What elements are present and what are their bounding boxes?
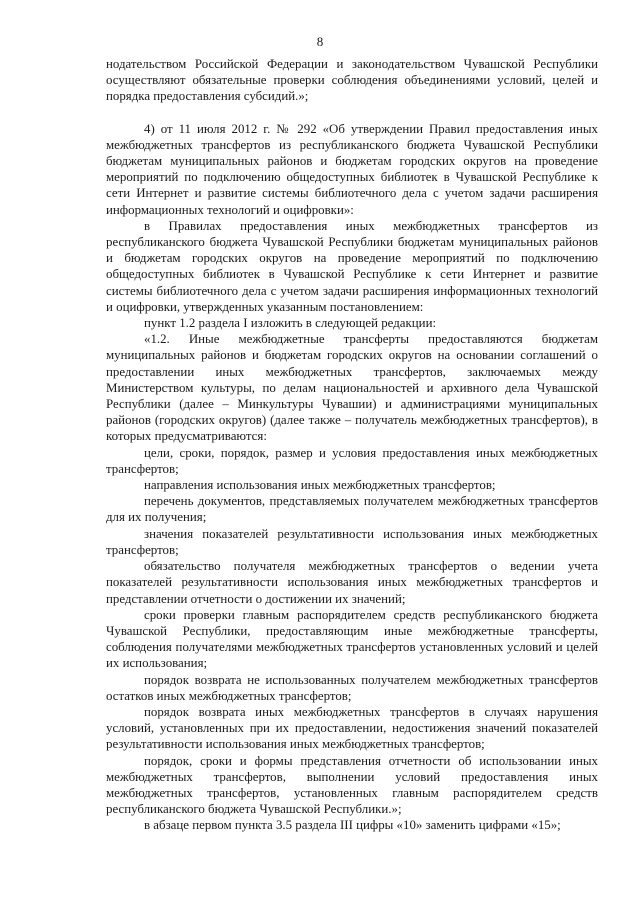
paragraph: порядок возврата иных межбюджетных трансфертов в случаях нарушения условий, установленных при их предоставлении, недостижения значений показателей результативности использования иных межбюджетных трансфертов; — [106, 704, 598, 752]
paragraph: направления использования иных межбюджетных трансфертов; — [144, 478, 496, 493]
paragraph: пункт 1.2 раздела I изложить в следующей редакции: — [144, 316, 437, 331]
paragraph: порядок, сроки и формы представления отчетности об использовании иных межбюджетных трансфертов, выполнении условий предоставления иных межбюджетных трансфертов, установленных главным распорядителем средств республиканского бюджета Чувашской Республики.»; — [106, 753, 598, 817]
paragraph: обязательство получателя межбюджетных трансфертов о ведении учета показателей результативности использования иных межбюджетных трансфертов и представлении отчетности о достижении их значений; — [106, 559, 598, 606]
paragraph: «1.2. Иные межбюджетные трансферты предоставляются бюджетам муниципальных районов и бюджетам городских округов на основании соглашений о предоставлении иных межбюджетных трансфертов, заключаемых между Министерством культуры, по делам национальностей и архивного дела Чувашской Республики (далее – Минкультуры Чувашии) и администрациями муниципальных районов (городских округов) (далее также – получатель межбюджетных трансфертов), в которых предусматриваются: — [106, 332, 598, 444]
document-body — [106, 56, 598, 834]
page-number: 8 — [316, 34, 324, 49]
paragraph: 4) от 11 июля 2012 г. № 292 «Об утверждении Правил предоставления иных межбюджетных трансфертов из республиканского бюджета Чувашской Республики бюджетам муниципальных районов и бюджетам городских округов на проведение мероприятий по подключению общедоступных библиотек в Чувашской Республике к сети Интернет и развитие системы библиотечного дела с учетом задачи расширения информационных технологий и оцифровки»: — [106, 121, 598, 217]
paragraph: цели, сроки, порядок, размер и условия предоставления иных межбюджетных трансфертов; — [106, 445, 598, 476]
paragraph: порядок возврата не использованных получателем межбюджетных трансфертов остатков иных межбюджетных трансфертов; — [106, 672, 598, 703]
paragraph: в Правилах предоставления иных межбюджетных трансфертов из республиканского бюджета Чувашской Республики бюджетам муниципальных районов и бюджетам городских округов на проведение мероприятий по подключению общедоступных библиотек в Чувашской Республике к сети Интернет и развитие системы библиотечного дела с учетом задачи расширения информационных технологий и оцифровки, утвержденных указанным постановлением: — [106, 218, 598, 314]
paragraph: сроки проверки главным распорядителем средств республиканского бюджета Чувашской Республики, предоставляющим иные межбюджетные трансферты, соблюдения получателями межбюджетных трансфертов установленных условий и целей их использования; — [106, 607, 598, 671]
paragraph: значения показателей результативности использования иных межбюджетных трансфертов; — [106, 526, 598, 557]
paragraph: перечень документов, представляемых получателем межбюджетных трансфертов для их получения; — [106, 494, 598, 525]
paragraph: в абзаце первом пункта 3.5 раздела III цифры «10» заменить цифрами «15»; — [144, 818, 561, 833]
paragraph: нодательством Российской Федерации и законодательством Чувашской Республики осуществляют обязательные проверки соблюдения объединениями условий, целей и порядка предоставления субсидий.»; — [106, 57, 598, 104]
